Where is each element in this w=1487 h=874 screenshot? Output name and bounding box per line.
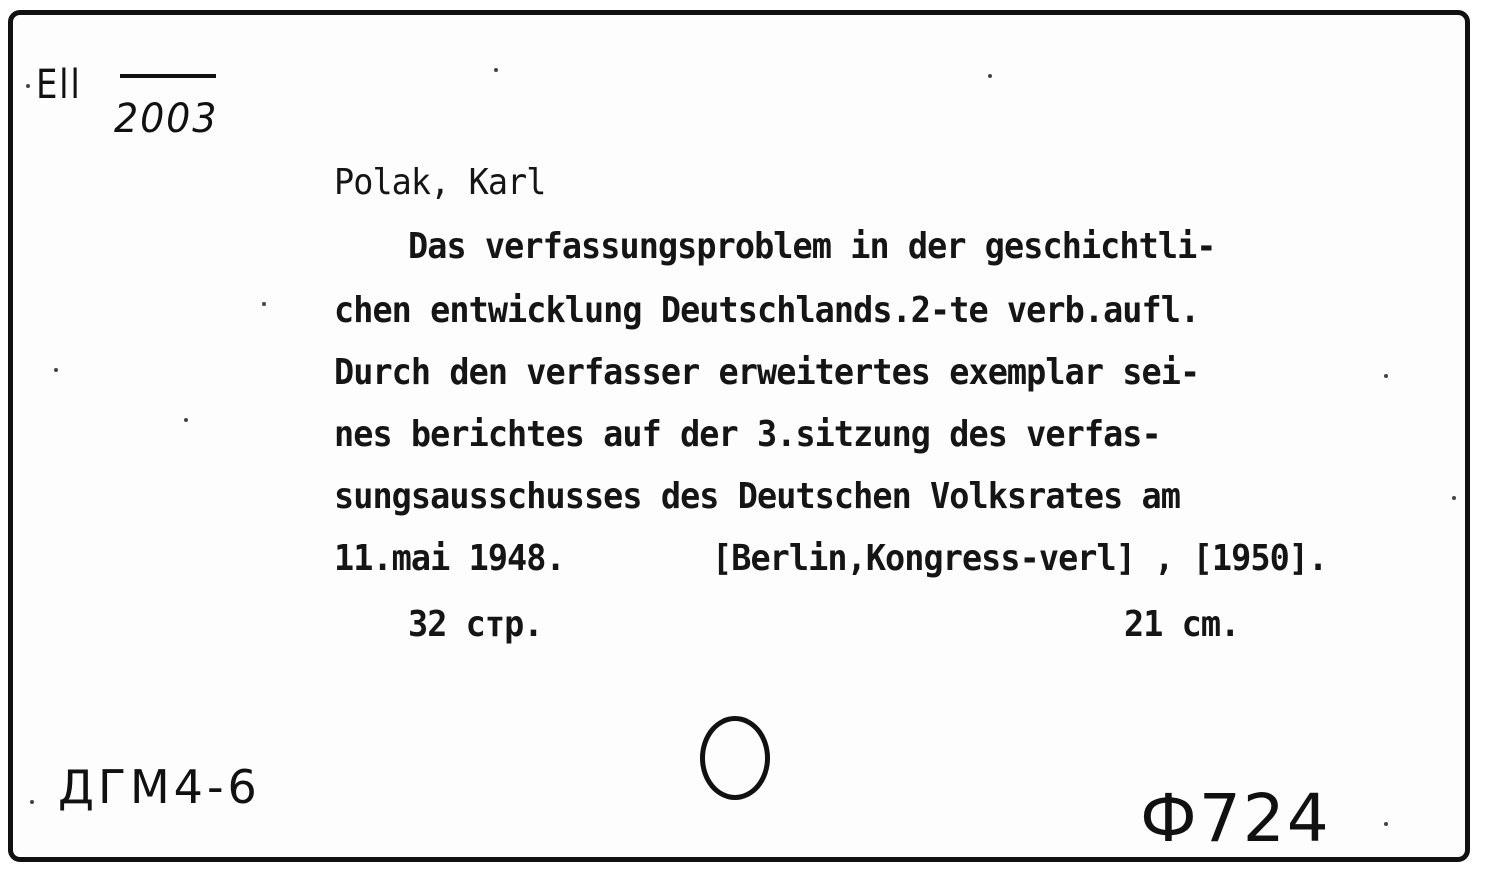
shelfmark-fraction-bar [120,74,216,78]
speck [262,302,266,306]
punch-hole [700,716,770,800]
shelfmark-top: Ell [36,62,82,108]
inventory-number: Ф724 [1140,780,1331,857]
description-line-6: 11.mai 1948. [334,538,565,579]
description-line-1: Das verfassungsproblem in der geschichtli- [408,226,1216,267]
speck [494,68,498,72]
speck [30,800,34,804]
description-line-5: sungsausschusses des Deutschen Volksrates am [334,476,1180,517]
description-line-4: nes berichtes auf der 3.sitzung des verfas- [334,414,1161,455]
pagination: 32 стр. [408,604,543,645]
speck [26,84,30,88]
speck [988,74,992,78]
shelfmark-bottom: 2003 [114,96,219,142]
speck [184,418,188,422]
classification-code: ДГМ4-6 [58,760,261,814]
dimensions: 21 cm. [1124,604,1240,645]
speck [1384,822,1388,826]
description-line-2: chen entwicklung Deutschlands.2-te verb.aufl. [334,290,1200,331]
speck [1384,374,1388,378]
author-heading: Polak, Karl [334,162,546,203]
description-line-3: Durch den verfasser erweitertes exemplar sei- [334,352,1200,393]
speck [54,368,58,372]
imprint: [Berlin,Kongress-verl] , [1950]. [712,538,1328,579]
speck [1452,496,1456,500]
